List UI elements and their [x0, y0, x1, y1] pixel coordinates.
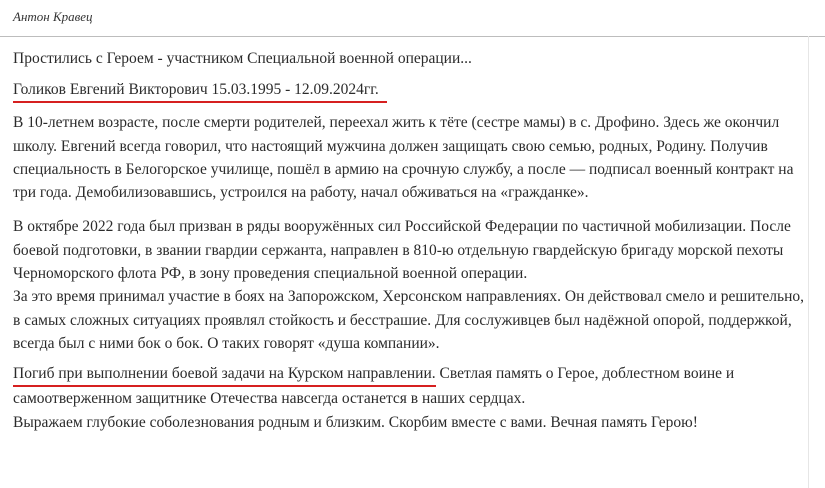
hero-name-underlined: Голиков Евгений Викторович 15.03.1995 - 12.09.2024гг.: [13, 80, 387, 103]
condolences-text: Выражаем глубокие соболезнования родным и близким. Скорбим вместе с вами. Вечная память Герою!: [13, 413, 698, 431]
article-body: [13, 47, 808, 434]
right-divider: [808, 36, 809, 488]
combat-text: За это время принимал участие в боях на Запорожском, Херсонском направлениях. Он действовал смело и решительно, в самых сложных ситуациях проявлял стойкость и бесстрашие. Для сослуживцев был надёжной опорой, поддержкой, всегда был с ними бок о бок. О таких говорят «душа компании».: [13, 288, 804, 352]
post-header: [0, 0, 825, 37]
childhood-paragraph: В 10-летнем возрасте, после смерти родителей, переехал жить к тёте (сестре мамы) в с. Дрофино. Здесь же окончил школу. Евгений всегда говорил, что настоящий мужчина должен защищать свою семью, родных, Родину. Получив специальность в Белогорское училище, пошёл в армию на срочную службу, а после — подписал военный контракт на три года. Демобилизовавшись, устроился на работу, начал обживаться на «гражданке».: [13, 114, 794, 202]
author-name[interactable]: Антон Кравец: [13, 9, 93, 24]
service-paragraph: [13, 215, 808, 355]
intro-paragraph: Простились с Героем - участником Специальной военной операции...: [13, 50, 472, 67]
memory-text: Светлая память о Герое, доблестном воине и самоотверженном защитнике Отечества навсегда останется в наших сердцах.: [13, 365, 735, 408]
hero-name-paragraph: [13, 78, 808, 103]
death-highlight-underlined: Погиб при выполнении боевой задачи на Курском направлении.: [13, 364, 436, 387]
mobilization-text: В октябре 2022 года был призван в ряды вооружённых сил Российской Федерации по частичной мобилизации. После боевой подготовки, в звании гвардии сержанта, направлен в 810-ю отдельную гвардейскую бригаду морской пехоты Черноморского флота РФ, в зону проведения специальной военной операции.: [13, 218, 791, 283]
death-paragraph: [13, 362, 808, 434]
